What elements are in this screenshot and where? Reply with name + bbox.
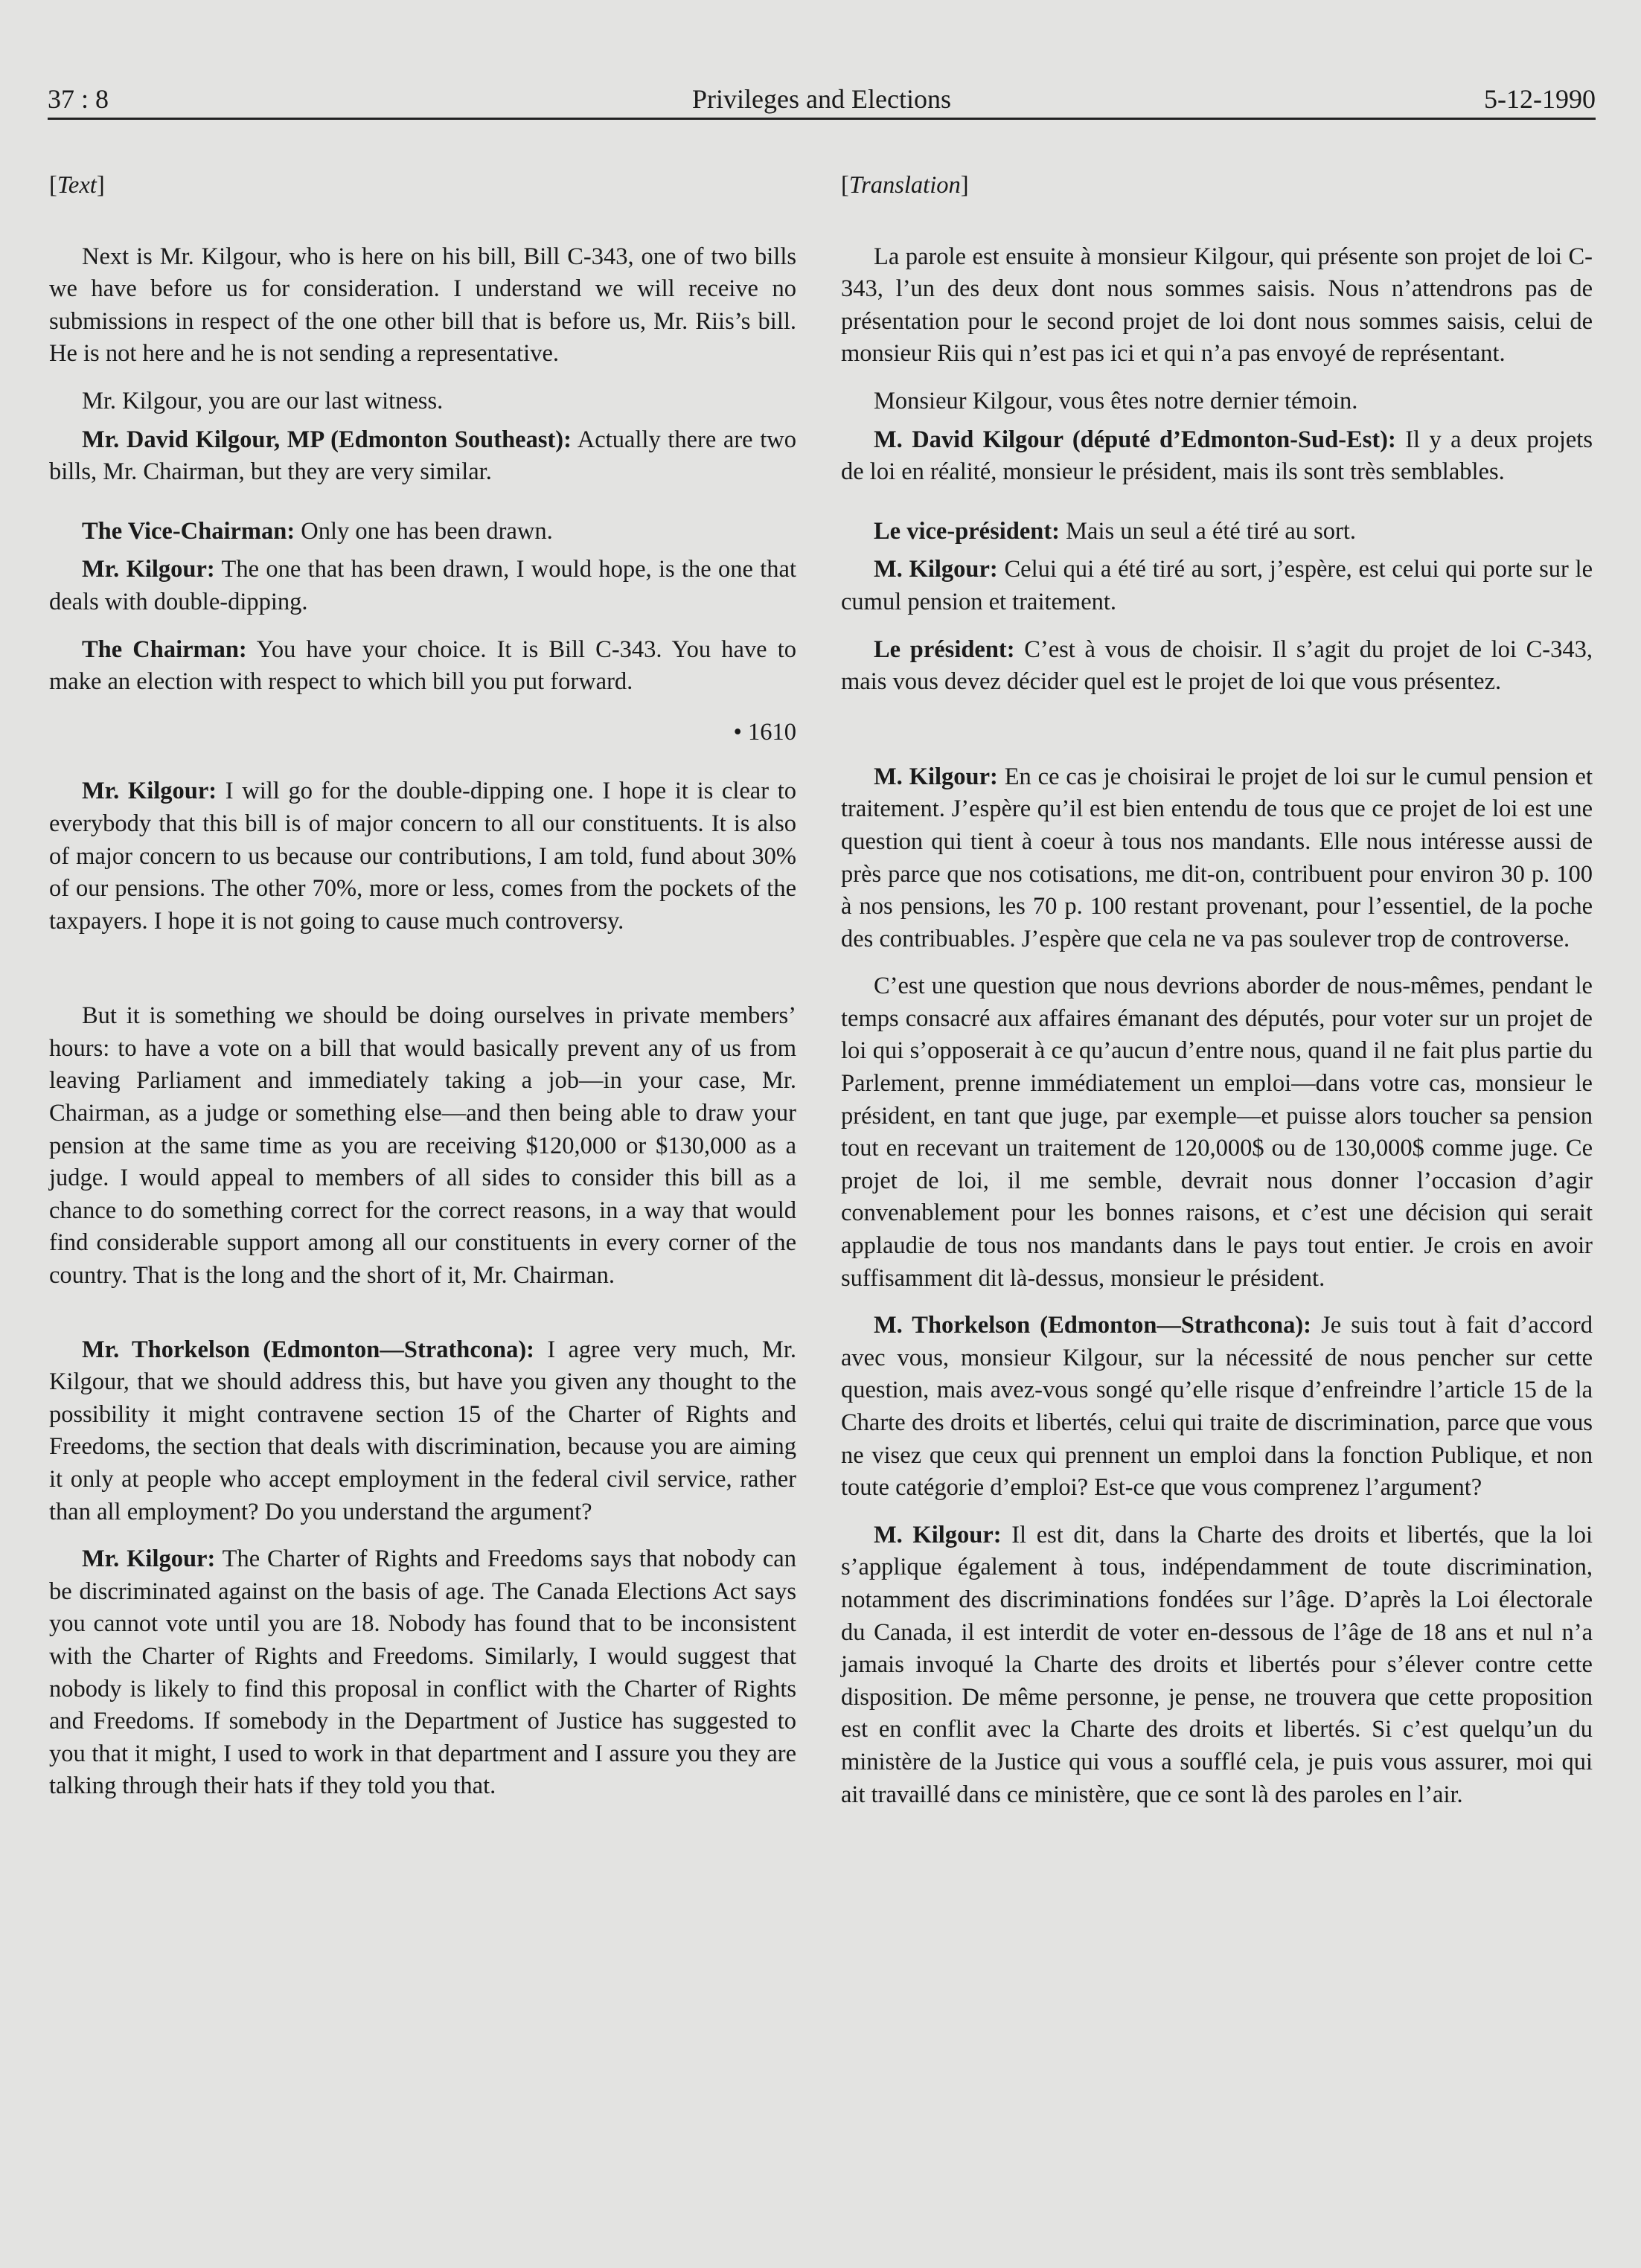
speaker-name: M. Kilgour:: [874, 556, 998, 583]
page-number: 37 : 8: [48, 84, 109, 114]
paragraph-en-4: The Vice-Chairman: Only one has been drawn.: [82, 517, 553, 545]
page-header: [48, 80, 1596, 119]
header-rule: [48, 118, 1596, 120]
speaker-name: Le président:: [874, 635, 1015, 663]
speaker-name: Mr. Kilgour:: [82, 556, 215, 583]
paragraph-en-1: Next is Mr. Kilgour, who is here on his bill, Bill C-343, one of two bills we have before us for consideration. I understand we will receive no submissions in respect of the one other bill that is before us, Mr. Riis’s bill. He is not here and he is not sending a representative.: [49, 243, 796, 368]
paragraph-en-10: Mr. Kilgour: The Charter of Rights and Freedoms says that nobody can be discriminated against on the basis of age. The Canada Elections Act says you cannot vote until you are 18. Nobody has found that to be inconsistent with the Charter of Rights and Freedoms. Similarly, I would suggest that nobody is likely to find this proposal in conflict with the Charter of Rights and Freedoms. If somebody in the Department of Justice has suggested to you that it might, I used to work in that department and I assure you they are talking through their hats if they told you that.: [49, 1545, 796, 1800]
speaker-name: M. Kilgour:: [874, 763, 998, 790]
speaker-name: M. Thorkelson (Edmonton—Strathcona):: [874, 1312, 1312, 1339]
paragraph-en-8: But it is something we should be doing ourselves in private members’ hours: to have a vote on a bill that would basically prevent any of us from leaving Parliament and immediately taking a job—in your case, Mr. Chairman, as a judge or something else—and then being able to draw your pension at the same time as you are receiving $120,000 or $130,000 as a judge. I would appeal to members of all sides to consider this bill as a chance to do something correct for the correct reasons, in a way that would find considerable support among all our constituents in every corner of the country. That is the long and the short of it, Mr. Chairman.: [49, 1002, 796, 1290]
paragraph-fr-1: La parole est ensuite à monsieur Kilgour, qui présente son projet de loi C-343, l’un des deux dont nous sommes saisis. Nous n’attendrons pas de présentation pour le second projet de loi dont nous sommes saisis, celui de monsieur Riis qui n’est pas ici et qui n’a pas envoyé de représentant.: [841, 243, 1593, 368]
paragraph-fr-9: M. Thorkelson (Edmonton—Strathcona): Je suis tout à fait d’accord avec vous, monsieur Kilgour, sur la nécessité de nous pencher sur cette question, mais avez-vous songé qu’elle risque d’enfreindre l’article 15 de la Charte des droits et libertés, celui qui traite de discrimination, parce que vous ne visez que ceux qui prennent un emploi dans la fonction Publique, et non toute catégorie d’emploi? Est-ce que vous comprenez l’argument?: [841, 1312, 1593, 1502]
speaker-name: M. David Kilgour (député d’Edmonton-Sud-Est):: [874, 426, 1396, 453]
sitting-date: 5-12-1990: [1484, 84, 1596, 114]
paragraph-en-7: Mr. Kilgour: I will go for the double-dipping one. I hope it is clear to everybody that this bill is of major concern to all our constituents. It is also of major concern to us because our contributions, I am told, fund about 30% of our pensions. The other 70%, more or less, comes from the pockets of the taxpayers. I hope it is not going to cause much controversy.: [49, 778, 796, 935]
column-label-english: [Text]: [49, 172, 105, 199]
speaker-name: The Chairman:: [82, 635, 247, 663]
speaker-name: The Vice-Chairman:: [82, 517, 295, 545]
paragraph-en-6: The Chairman: You have your choice. It is Bill C-343. You have to make an election with respect to which bill you put forward.: [49, 635, 796, 696]
running-title: Privileges and Elections: [692, 84, 951, 114]
paragraph-fr-7: M. Kilgour: En ce cas je choisirai le projet de loi sur le cumul pension et traitement. J’espère qu’il est bien entendu de tous que ce projet de loi est une question qui tient à coeur à tous nos mandants. Elle nous intéresse aussi de près parce que nos cotisations, me dit-on, contribuent pour environ 30 p. 100 à nos pensions, les 70 p. 100 restant provenant, pour l’essentiel, de la poche des contribuables. J’espère que cela ne va pas soulever trop de controverse.: [841, 763, 1593, 952]
speaker-name: Mr. Kilgour:: [82, 778, 217, 805]
paragraph-fr-8: C’est une question que nous devrions aborder de nous-mêmes, pendant le temps consacré aux affaires émanant des députés, pour voter sur un projet de loi qui s’opposerait à ce qu’aucun d’entre nous, quand il ne fait plus partie du Parlement, prenne immédiatement un emploi—dans votre cas, monsieur le président, en tant que juge, par exemple—et puisse alors toucher sa pension tout en recevant un traitement de 120,000$ ou de 130,000$ comme juge. Ce projet de loi, il me semble, devrait nous donner l’occasion d’agir convenablement pour les bonnes raisons, et c’est une décision qui serait applaudie de tous nos mandants dans le pays tout entier. Je crois en avoir suffisamment dit là-dessus, monsieur le président.: [841, 973, 1593, 1292]
paragraph-en-2: Mr. Kilgour, you are our last witness.: [82, 387, 444, 414]
speaker-name: Mr. David Kilgour, MP (Edmonton Southeast):: [82, 426, 572, 453]
column-label-french: [Translation]: [841, 172, 969, 199]
speaker-name: Mr. Thorkelson (Edmonton—Strathcona):: [82, 1336, 534, 1363]
paragraph-en-3: Mr. David Kilgour, MP (Edmonton Southeast): Actually there are two bills, Mr. Chairman, but they are very similar.: [49, 426, 796, 486]
english-column: [49, 170, 796, 1803]
speaker-name: Le vice-président:: [874, 517, 1061, 545]
french-column: [841, 170, 1593, 1811]
paragraph-fr-3: M. David Kilgour (député d’Edmonton-Sud-Est): Il y a deux projets de loi en réalité, monsieur le président, mais ils sont très semblables.: [841, 426, 1593, 486]
paragraph-fr-6: Le président: C’est à vous de choisir. Il s’agit du projet de loi C-343, mais vous devez décider quel est le projet de loi que vous présentez.: [841, 635, 1593, 696]
paragraph-fr-2: Monsieur Kilgour, vous êtes notre dernier témoin.: [874, 387, 1358, 414]
time-marker: • 1610: [733, 718, 796, 746]
paragraph-fr-5: M. Kilgour: Celui qui a été tiré au sort, j’espère, est celui qui porte sur le cumul pension et traitement.: [841, 556, 1593, 615]
paragraph-en-9: Mr. Thorkelson (Edmonton—Strathcona): I agree very much, Mr. Kilgour, that we should address this, but have you given any thought to the possibility it might contravene section 15 of the Charter of Rights and Freedoms, the section that deals with discrimination, because you are aiming it only at people who accept employment in the federal civil service, rather than all employment? Do you understand the argument?: [49, 1336, 796, 1525]
paragraph-fr-10: M. Kilgour: Il est dit, dans la Charte des droits et libertés, que la loi s’applique également à tous, indépendamment de toute discrimination, notamment des discriminations fondées sur l’âge. D’après la Loi électorale du Canada, il est interdit de voter en-dessous de l’âge de 18 ans et nul n’a jamais invoqué la Charte des droits et libertés pour s’élever contre cette disposition. De même personne, je pense, ne trouvera que cette proposition est en conflit avec la Charte des droits et libertés. Si c’est quelqu’un du ministère de la Justice qui vous a soufflé cela, je puis vous assurer, moi qui ait travaillé dans ce ministère, que ce sont là des paroles en l’air.: [841, 1521, 1593, 1808]
speaker-name: Mr. Kilgour:: [82, 1545, 216, 1573]
paragraph-fr-4: Le vice-président: Mais un seul a été tiré au sort.: [874, 517, 1357, 545]
paragraph-en-5: Mr. Kilgour: The one that has been drawn, I would hope, is the one that deals with double-dipping.: [49, 556, 797, 615]
speaker-name: M. Kilgour:: [874, 1521, 1002, 1548]
